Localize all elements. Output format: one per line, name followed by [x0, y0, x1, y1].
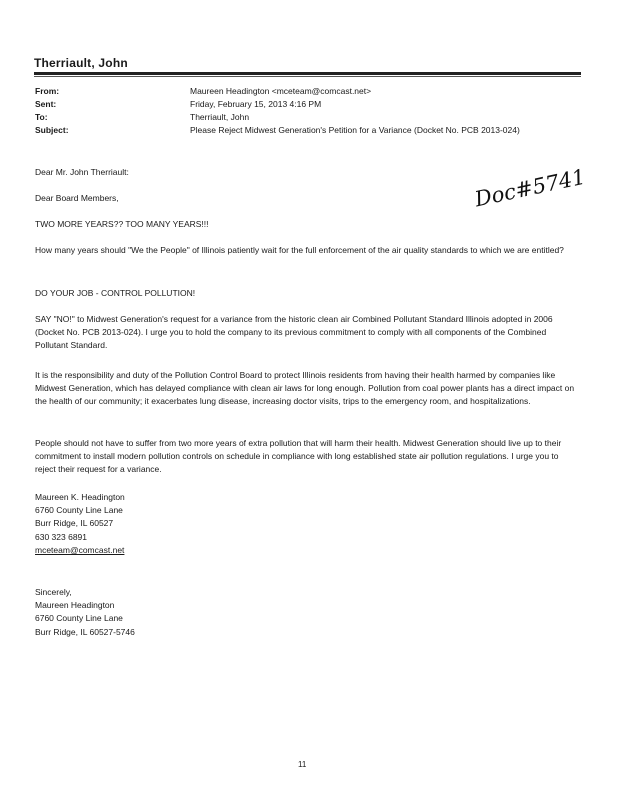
body-paragraph: People should not have to suffer from two more years of extra pollution that will harm their health. Midwest Generation should live up to their commitment to install modern pollution controls on schedule in compliance with long established state air pollution regulations. I urge you to reject their request for a variance. [35, 438, 562, 475]
salutation-1: Dear Mr. John Therriault: [35, 167, 129, 177]
body-paragraph: TWO MORE YEARS?? TOO MANY YEARS!!! [35, 219, 209, 229]
signer-city: Burr Ridge, IL 60527 [35, 518, 114, 529]
signature-block [35, 491, 580, 557]
body-paragraph: SAY "NO!" to Midwest Generation's request for a variance from the historic clean air Combined Pollutant Standard Illinois adopted in 2006 (Docket No. PCB 2013-024). I urge you to hold the company to its previous commitment to comply with all components of the Combined Pollutant Standard. [35, 314, 553, 351]
signer-phone: 630 323 6891 [35, 531, 87, 542]
page-number: 11 [298, 760, 307, 769]
from-value: Maureen Headington <mceteam@comcast.net> [190, 86, 372, 96]
signer-street: 6760 County Line Lane [35, 505, 123, 516]
signer-email-link[interactable]: mceteam@comcast.net [35, 544, 125, 555]
from-label: From: [35, 86, 60, 96]
title-divider [34, 72, 581, 75]
body-paragraph: It is the responsibility and duty of the Pollution Control Board to protect Illinois residents from having their health harmed by companies like Midwest Generation, which has delayed compliance with clean air laws for long enough. Pollution from coal power plants has a direct impact on the health of our community; it exacerbates lung disease, increasing doctor visits, trips to the emergency room, and hospitalizations. [35, 370, 575, 407]
body-paragraph: DO YOUR JOB - CONTROL POLLUTION! [35, 288, 196, 298]
salutation-2: Dear Board Members, [35, 193, 119, 203]
subject-value: Please Reject Midwest Generation's Petition for a Variance (Docket No. PCB 2013-024) [190, 125, 520, 135]
closing-block [35, 586, 580, 639]
to-label: To: [35, 112, 48, 122]
subject-label: Subject: [35, 125, 69, 135]
sent-value: Friday, February 15, 2013 4:16 PM [190, 99, 322, 109]
to-value: Therriault, John [190, 112, 250, 122]
signer-name: Maureen K. Headington [35, 492, 125, 502]
closing-city: Burr Ridge, IL 60527-5746 [35, 626, 135, 637]
closing-street: 6760 County Line Lane [35, 613, 123, 624]
document-title: Therriault, John [34, 56, 128, 70]
closing-sincerely: Sincerely, [35, 587, 72, 597]
sent-label: Sent: [35, 99, 57, 109]
closing-name: Maureen Headington [35, 600, 115, 611]
body-paragraph: How many years should "We the People" of Illinois patiently wait for the full enforcement of the air quality standards to which we are entitled? [35, 245, 564, 255]
handwritten-doc-number: Doc#5741 [472, 164, 588, 212]
